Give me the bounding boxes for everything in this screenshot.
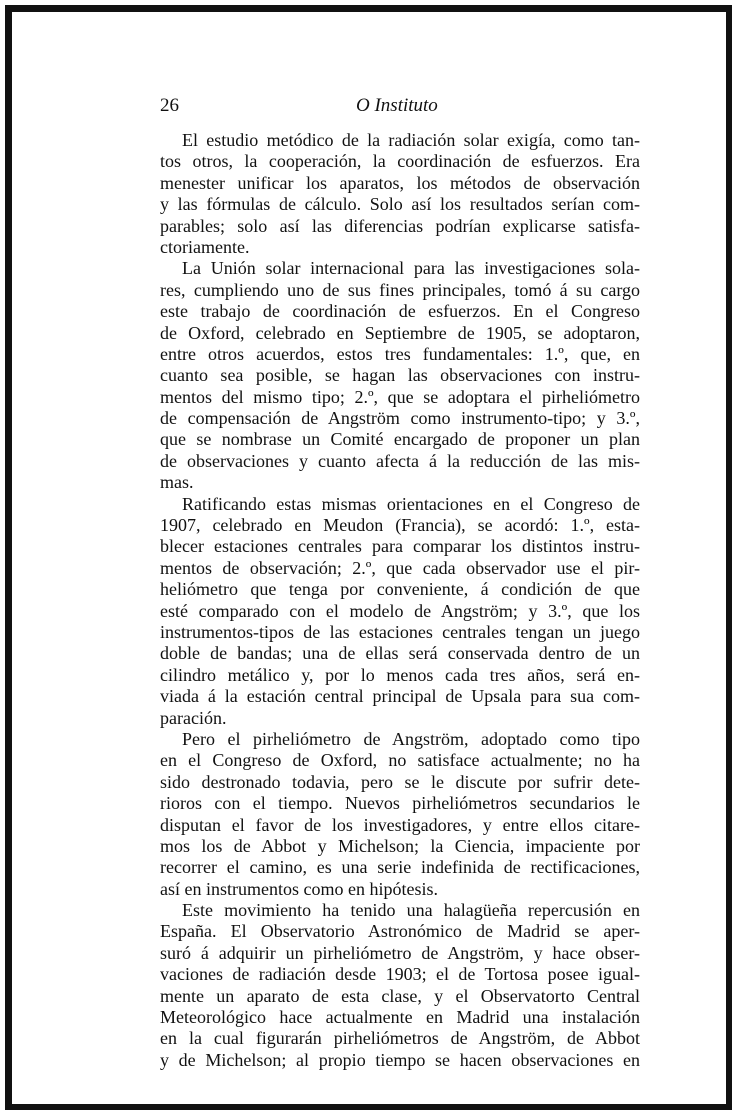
page-header: [160, 95, 640, 119]
paragraph: [160, 494, 640, 729]
text-line: que se nombrase un Comité encargado de proponer un plan: [160, 429, 640, 450]
text-line: tos otros, la cooperación, la coordinación de esfuerzos. Era: [160, 151, 640, 172]
text-line: y de Michelson; al propio tiempo se hacen observaciones en: [160, 1049, 640, 1070]
text-line: recorrer el camino, es una serie indefinida de rectificaciones,: [160, 857, 640, 878]
text-line: esté comparado con el modelo de Angström; y 3.º, que los: [160, 600, 640, 621]
text-line: sido destronado todavia, pero se le discute por sufrir dete-: [160, 771, 640, 792]
body-text: [160, 130, 640, 1071]
text-line: así en instrumentos como en hipótesis.: [160, 878, 438, 899]
page-number: 26: [160, 95, 179, 116]
text-line: blecer estaciones centrales para comparar los distintos instru-: [160, 536, 640, 557]
text-line: rioros con el tiempo. Nuevos pirheliómetros secundarios le: [160, 793, 640, 814]
text-line: heliómetro que tenga por conveniente, á condición de que: [160, 579, 640, 600]
text-line: Pero el pirheliómetro de Angström, adoptado como tipo: [182, 728, 640, 749]
text-line: suró á adquirir un pirheliómetro de Angström, y hace obser-: [160, 942, 640, 963]
text-line: de compensación de Angström como instrumento-tipo; y 3.º,: [160, 408, 640, 429]
paragraph: [160, 130, 640, 258]
text-line: y las fórmulas de cálculo. Solo así los resultados serían com-: [160, 194, 640, 215]
text-line: paración.: [160, 707, 227, 728]
text-line: España. El Observatorio Astronómico de Madrid se aper-: [160, 921, 640, 942]
text-line: de Oxford, celebrado en Septiembre de 1905, se adoptaron,: [160, 322, 640, 343]
text-line: ctoriamente.: [160, 236, 250, 257]
text-line: en la cual figurarán pirheliómetros de Angström, de Abbot: [160, 1028, 640, 1049]
text-line: en el Congreso de Oxford, no satisface actualmente; no ha: [160, 750, 640, 771]
text-line: mentos de observación; 2.º, que cada observador use el pir-: [160, 557, 640, 578]
text-line: El estudio metódico de la radiación solar exigía, como tan-: [182, 130, 640, 150]
paragraph: [160, 258, 640, 493]
text-line: parables; solo así las diferencias podrían explicarse satisfa-: [160, 215, 640, 236]
text-line: mentos del mismo tipo; 2.º, que se adoptara el pirheliómetro: [160, 386, 640, 407]
text-line: este trabajo de coordinación de esfuerzos. En el Congreso: [160, 301, 640, 322]
text-line: disputan el favor de los investigadores, y entre ellos citare-: [160, 814, 640, 835]
text-line: Ratificando estas mismas orientaciones en el Congreso de: [182, 493, 640, 514]
text-line: instrumentos-tipos de las estaciones centrales tengan un juego: [160, 621, 640, 642]
text-line: de observaciones y cuanto afecta á la reducción de las mis-: [160, 450, 640, 471]
text-line: mas.: [160, 472, 194, 493]
text-line: mos los de Abbot y Michelson; la Ciencia, impaciente por: [160, 835, 640, 856]
text-line: mente un aparato de esta clase, y el Observatorto Central: [160, 985, 640, 1006]
text-line: entre otros acuerdos, estos tres fundamentales: 1.º, que, en: [160, 343, 640, 364]
text-line: doble de bandas; una de ellas será conservada dentro de un: [160, 643, 640, 664]
text-line: menester unificar los aparatos, los métodos de observación: [160, 172, 640, 193]
text-line: Este movimiento ha tenido una halagüeña repercusión en: [182, 900, 640, 921]
text-line: res, cumpliendo uno de sus fines principales, tomó á su cargo: [160, 279, 640, 300]
text-line: 1907, celebrado en Meudon (Francia), se acordó: 1.º, esta-: [160, 515, 640, 536]
text-line: viada á la estación central principal de Upsala para sua com-: [160, 686, 640, 707]
text-line: cuanto sea posible, se hagan las observaciones con instru-: [160, 365, 640, 386]
text-line: La Unión solar internacional para las investigaciones sola-: [182, 258, 640, 279]
text-line: vaciones de radiación desde 1903; el de Tortosa posee igual-: [160, 964, 640, 985]
text-line: Meteorológico hace actualmente en Madrid una instalación: [160, 1007, 640, 1028]
paragraph: [160, 729, 640, 900]
text-line: cilindro metálico y, por lo menos cada tres años, será en-: [160, 664, 640, 685]
paragraph: [160, 900, 640, 1071]
running-title: O Instituto: [356, 95, 438, 116]
